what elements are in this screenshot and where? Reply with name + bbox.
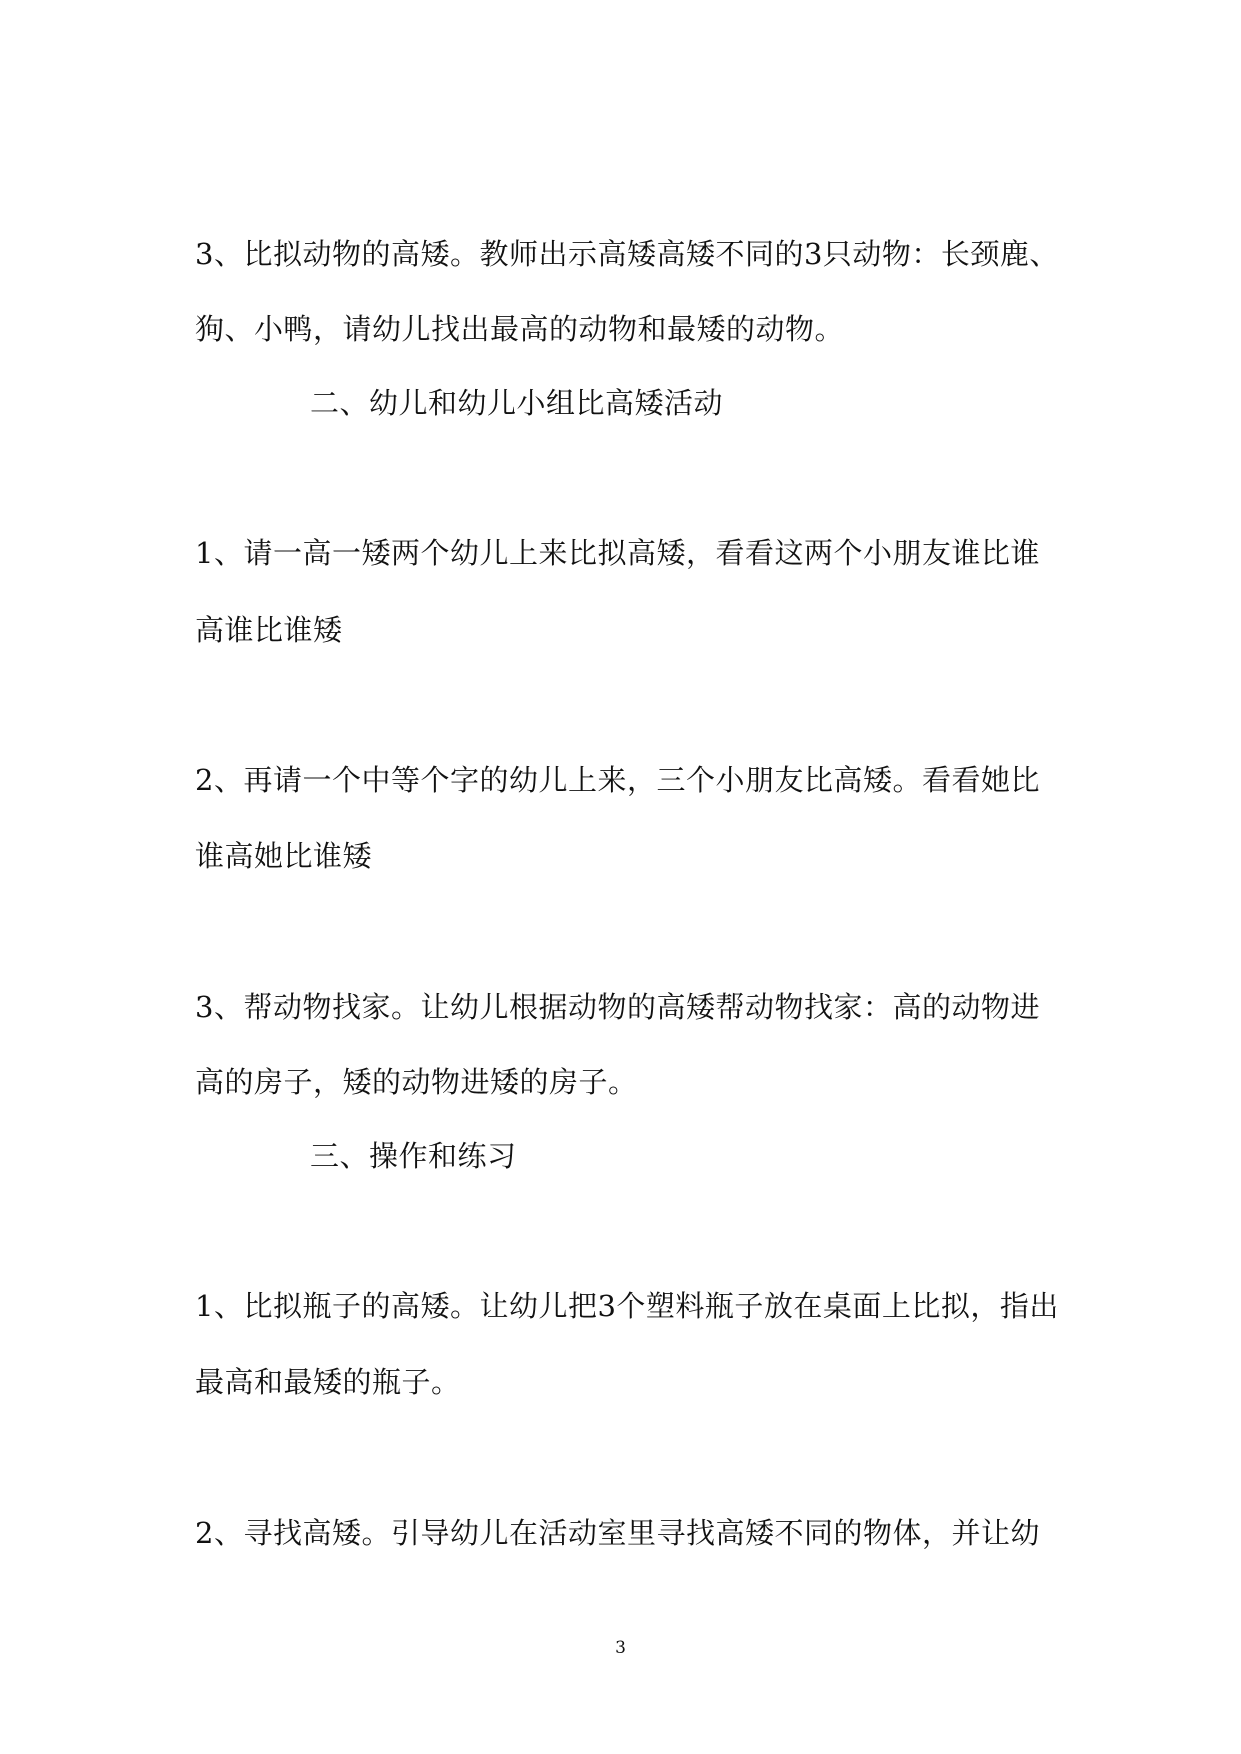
- paragraph-line: 高的房子，矮的动物进矮的房子。: [195, 1065, 638, 1099]
- section-heading: 二、幼儿和幼儿小组比高矮活动: [310, 386, 724, 420]
- paragraph-line: 2、再请一个中等个字的幼儿上来，三个小朋友比高矮。看看她比: [195, 763, 1040, 797]
- paragraph-line: 最高和最矮的瓶子。: [195, 1365, 461, 1399]
- paragraph-line: 狗、小鸭，请幼儿找出最高的动物和最矮的动物。: [195, 312, 845, 346]
- paragraph-line: 1、比拟瓶子的高矮。让幼儿把3个塑料瓶子放在桌面上比拟，指出: [195, 1289, 1059, 1323]
- paragraph-line: 2、寻找高矮。引导幼儿在活动室里寻找高矮不同的物体，并让幼: [195, 1516, 1040, 1550]
- paragraph-line: 1、请一高一矮两个幼儿上来比拟高矮，看看这两个小朋友谁比谁: [195, 536, 1040, 570]
- page-number: 3: [615, 1638, 626, 1658]
- paragraph-line: 3、帮动物找家。让幼儿根据动物的高矮帮动物找家：高的动物进: [195, 990, 1040, 1024]
- paragraph-line: 3、比拟动物的高矮。教师出示高矮高矮不同的3只动物：长颈鹿、: [195, 237, 1059, 271]
- section-heading: 三、操作和练习: [310, 1139, 517, 1173]
- paragraph-line: 谁高她比谁矮: [195, 839, 373, 873]
- paragraph-line: 高谁比谁矮: [195, 613, 343, 647]
